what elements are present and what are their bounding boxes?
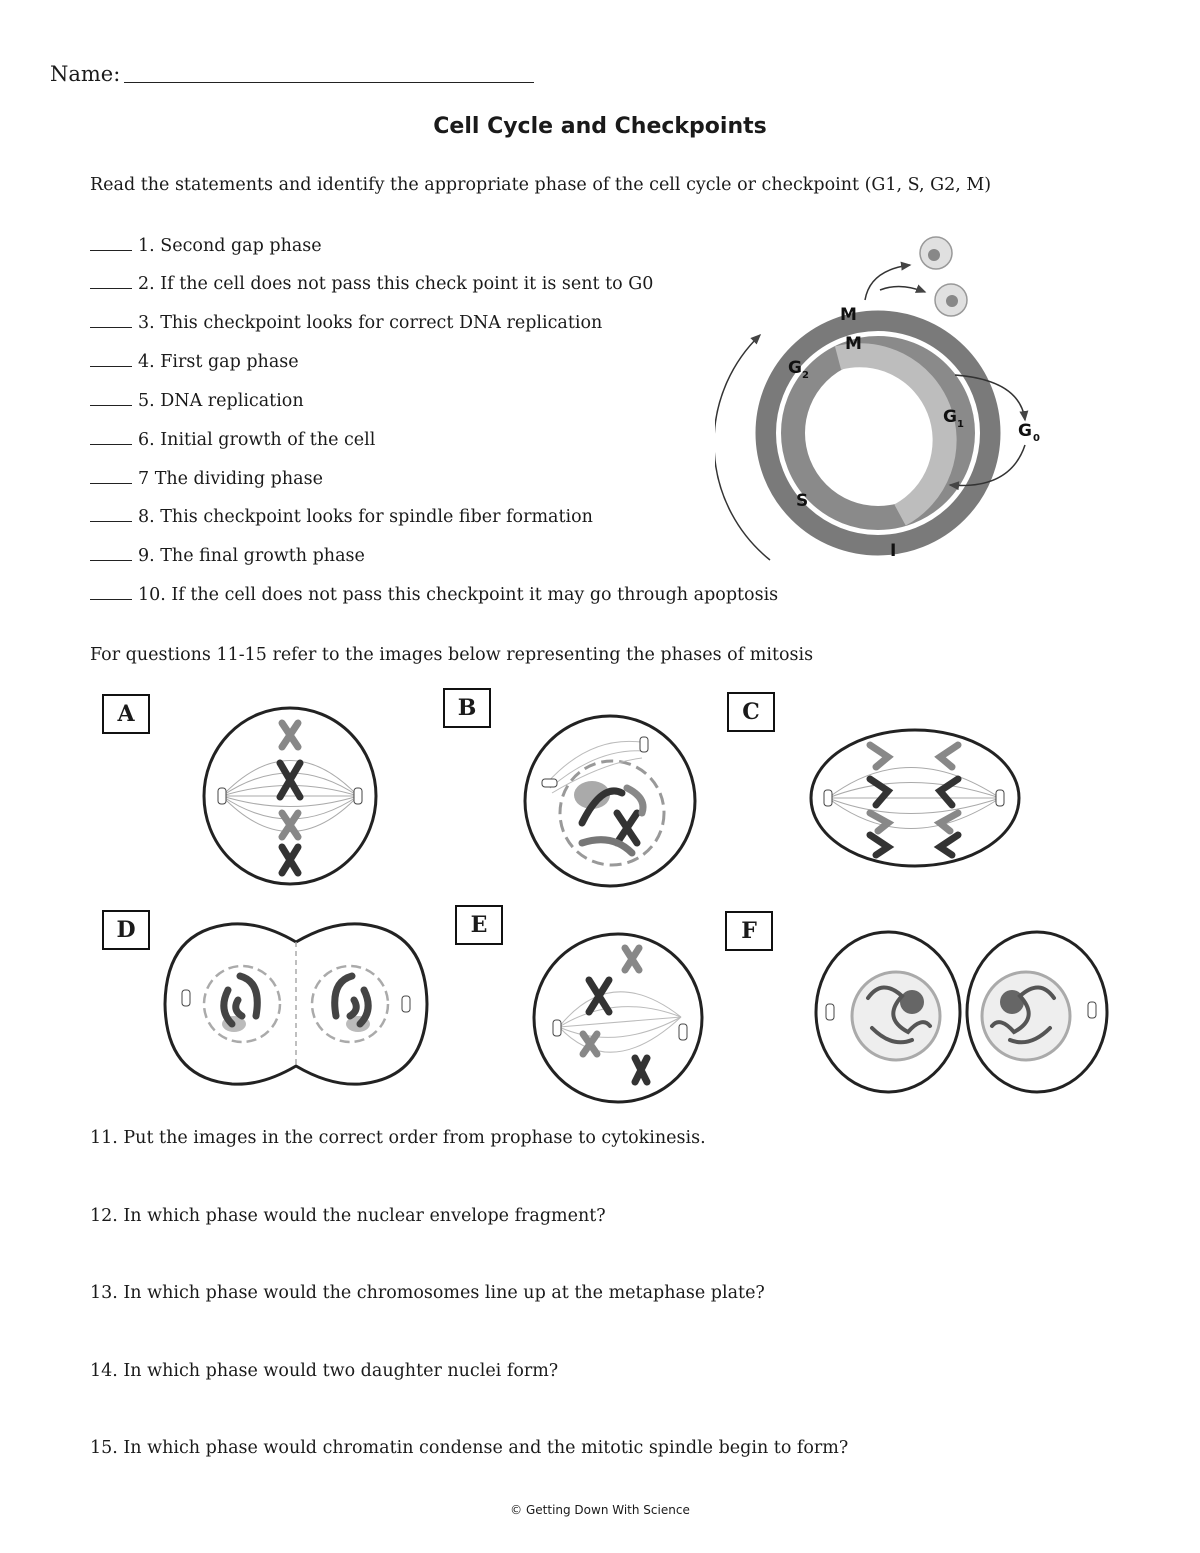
- statement-text: 3. This checkpoint looks for correct DNA replication: [138, 313, 603, 333]
- statement-item: [90, 430, 375, 450]
- answer-blank[interactable]: [90, 391, 132, 406]
- answer-blank[interactable]: [90, 236, 132, 251]
- answer-blank[interactable]: [90, 507, 132, 522]
- instructions: Read the statements and identify the appropriate phase of the cell cycle or checkpoint (G1, S, G2, M): [90, 175, 992, 195]
- label-g1-sub: 1: [957, 419, 964, 430]
- daughter-arrow-2: [880, 286, 925, 292]
- label-box-c: C: [727, 692, 775, 732]
- statement-text: 1. Second gap phase: [138, 236, 322, 256]
- answer-blank[interactable]: [90, 430, 132, 445]
- name-blank-line[interactable]: [124, 62, 534, 83]
- answer-blank[interactable]: [90, 274, 132, 289]
- statement-item: [90, 313, 602, 333]
- statement-item: [90, 507, 593, 527]
- mitosis-intro: For questions 11-15 refer to the images below representing the phases of mitosis: [90, 645, 814, 665]
- label-g2-sub: 2: [802, 370, 809, 381]
- label-m-inner: M: [845, 334, 862, 354]
- question-item: 15. In which phase would chromatin condense and the mitotic spindle begin to form?: [90, 1438, 849, 1458]
- label-box-b: B: [443, 688, 491, 728]
- statement-item: [90, 274, 653, 294]
- footer-copyright: © Getting Down With Science: [510, 1503, 690, 1517]
- answer-blank[interactable]: [90, 585, 132, 600]
- question-item: 11. Put the images in the correct order from prophase to cytokinesis.: [90, 1128, 706, 1148]
- question-item: 13. In which phase would the chromosomes line up at the metaphase plate?: [90, 1283, 765, 1303]
- statement-item: [90, 546, 365, 566]
- cell-cycle-diagram: [715, 225, 1055, 580]
- statement-item: [90, 236, 322, 256]
- label-i: I: [890, 541, 897, 561]
- cell-image-b: [522, 713, 698, 889]
- name-label: Name:: [50, 62, 121, 86]
- cell-image-d: [162, 920, 430, 1088]
- label-box-a: A: [102, 694, 150, 734]
- cell-image-f: [812, 928, 1110, 1096]
- cell-image-a: [200, 705, 380, 887]
- statement-item: [90, 585, 778, 605]
- statement-text: 4. First gap phase: [138, 352, 299, 372]
- statement-text: 2. If the cell does not pass this check point it is sent to G0: [138, 274, 654, 294]
- answer-blank[interactable]: [90, 546, 132, 561]
- page-title: Cell Cycle and Checkpoints: [433, 114, 767, 139]
- cell-image-c: [808, 727, 1022, 869]
- statement-text: 5. DNA replication: [138, 391, 304, 411]
- statement-text: 6. Initial growth of the cell: [138, 430, 376, 450]
- question-item: 14. In which phase would two daughter nuclei form?: [90, 1361, 559, 1381]
- label-g2: G: [788, 358, 802, 378]
- statement-text: 9. The final growth phase: [138, 546, 365, 566]
- label-g0: G: [1018, 421, 1032, 441]
- statement-text: 10. If the cell does not pass this checkpoint it may go through apoptosis: [138, 585, 779, 605]
- name-field[interactable]: [50, 62, 534, 86]
- answer-blank[interactable]: [90, 469, 132, 484]
- statement-text: 8. This checkpoint looks for spindle fiber formation: [138, 507, 593, 527]
- statement-text: 7 The dividing phase: [138, 469, 323, 489]
- label-g1: G: [943, 407, 957, 427]
- statement-item: [90, 391, 304, 411]
- label-g0-sub: 0: [1033, 433, 1040, 444]
- question-item: 12. In which phase would the nuclear envelope fragment?: [90, 1206, 606, 1226]
- daughter-arrow-1: [865, 265, 910, 300]
- answer-blank[interactable]: [90, 313, 132, 328]
- g1-segment: [838, 355, 945, 515]
- label-box-f: F: [725, 911, 773, 951]
- cell-image-e: [531, 932, 705, 1104]
- label-box-e: E: [455, 905, 503, 945]
- label-s: S: [796, 491, 809, 511]
- statement-item: [90, 352, 299, 372]
- statement-item: [90, 469, 323, 489]
- label-box-d: D: [102, 910, 150, 950]
- answer-blank[interactable]: [90, 352, 132, 367]
- label-m-outer: M: [840, 305, 857, 325]
